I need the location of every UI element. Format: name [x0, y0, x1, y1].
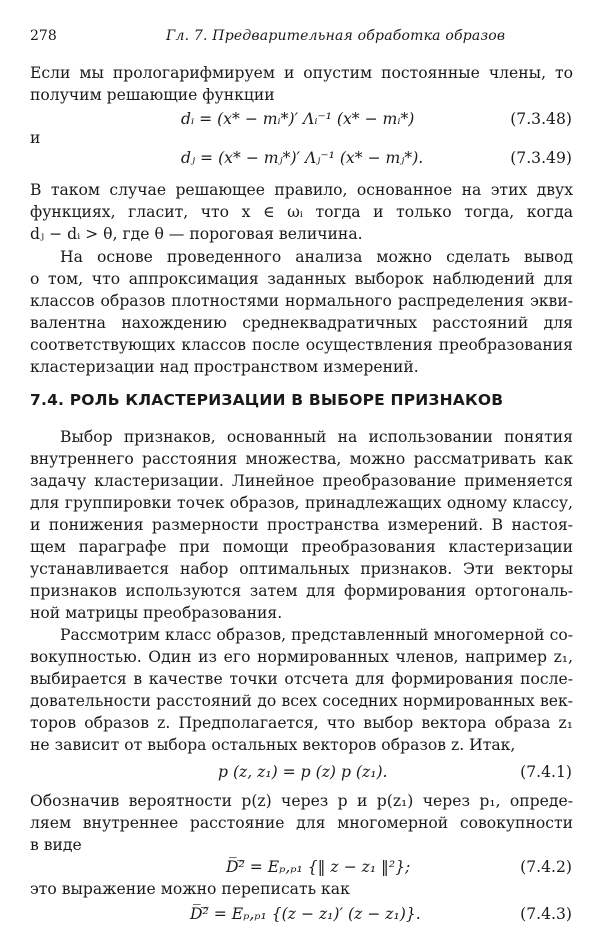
text-line: признаков используются затем для формирования ортогональ- [30, 582, 573, 600]
text-line: в виде [30, 836, 82, 854]
text-line: торов образов z. Предполагается, что выбор вектора образа z₁ [30, 714, 573, 732]
text-line: ной матрицы преобразования. [30, 604, 283, 622]
text-line: не зависит от выбора остальных векторов образов z. Итак, [30, 736, 516, 754]
text-line: и понижения размерности пространства измерений. В настоя- [30, 516, 573, 534]
text-line: получим решающие функции [30, 86, 275, 104]
text-line: классов образов плотностями нормального распределения экви- [30, 292, 573, 310]
equation: p (z, z₁) = p (z) p (z₁). [218, 763, 388, 781]
text-line: устанавливается набор оптимальных признаков. Эти векторы [30, 560, 573, 578]
text-line: функциях, гласит, что x ∈ ωᵢ тогда и только тогда, когда [30, 203, 573, 221]
equation: D̅²̅ = Eₚ,ₚ₁ {(z − z₁)′ (z − z₁)}. [190, 905, 421, 923]
section-heading: 7.4. РОЛЬ КЛАСТЕРИЗАЦИИ В ВЫБОРЕ ПРИЗНАКОВ [30, 391, 504, 409]
text-line: ляем внутреннее расстояние для многомерной совокупности [30, 814, 573, 832]
text-line: Обозначив вероятности p(z) через p и p(z₁) через p₁, опреде- [30, 792, 573, 810]
text-line: dⱼ − dᵢ > θ, где θ — пороговая величина. [30, 225, 363, 243]
page-number: 278 [30, 28, 57, 44]
text-line: и [30, 129, 41, 147]
text-line: На основе проведенного анализа можно сделать вывод [60, 248, 573, 266]
page-header [30, 28, 572, 48]
text-line: кластеризации над пространством измерений. [30, 358, 419, 376]
text-line: валентна нахождению среднеквадратичных расстояний для [30, 314, 573, 332]
text-line: задачу кластеризации. Линейное преобразование применяется [30, 472, 573, 490]
equation: D̅²̅ = Eₚ,ₚ₁ {‖ z − z₁ ‖²}; [226, 858, 411, 876]
text-line: Если мы прологарифмируем и опустим постоянные члены, то [30, 64, 573, 82]
text-line: щем параграфе при помощи преобразования кластеризации [30, 538, 573, 556]
equation-number: (7.4.1) [520, 763, 572, 781]
text-line: это выражение можно переписать как [30, 880, 350, 898]
text-line: для группировки точек образов, принадлежащих одному классу, [30, 494, 573, 512]
text-line: соответствующих классов после осуществления преобразования [30, 336, 573, 354]
equation-number: (7.4.2) [520, 858, 572, 876]
text-line: о том, что аппроксимация заданных выборок наблюдений для [30, 270, 573, 288]
text-line: выбирается в качестве точки отсчета для формирования после- [30, 670, 573, 688]
equation: dⱼ = (x* − mⱼ*)′ Λⱼ⁻¹ (x* − mⱼ*). [181, 149, 424, 167]
text-line: внутреннего расстояния множества, можно рассматривать как [30, 450, 573, 468]
text-line: довательности расстояний до всех соседних нормированных век- [30, 692, 573, 710]
running-title: Гл. 7. Предварительная обработка образов [166, 28, 506, 44]
text-line: В таком случае решающее правило, основанное на этих двух [30, 181, 573, 199]
text-line: вокупностью. Один из его нормированных членов, например z₁, [30, 648, 573, 666]
equation-number: (7.3.49) [510, 149, 572, 167]
equation: dᵢ = (x* − mᵢ*)′ Λᵢ⁻¹ (x* − mᵢ*) [181, 110, 415, 128]
text-line: Рассмотрим класс образов, представленный многомерной со- [60, 626, 573, 644]
equation-number: (7.4.3) [520, 905, 572, 923]
equation-number: (7.3.48) [510, 110, 572, 128]
text-line: Выбор признаков, основанный на использовании понятия [60, 428, 573, 446]
